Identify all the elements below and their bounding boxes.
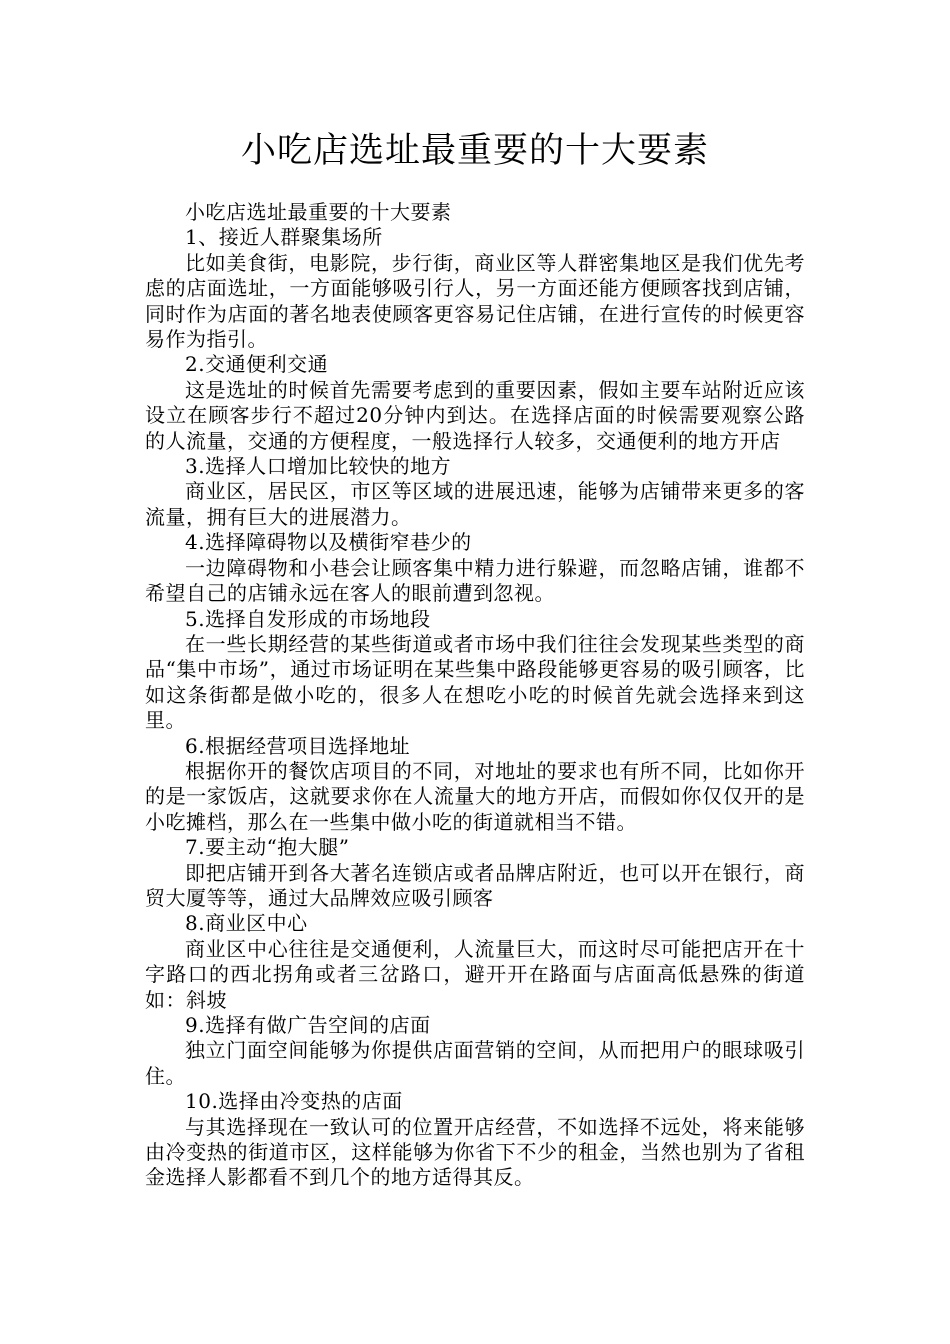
section-heading: 5.选择自发形成的市场地段	[185, 606, 431, 631]
section-body: 在一些长期经营的某些街道或者市场中我们往往会发现某些类型的商品“集中市场”，通过市场证明在某些集中路段能够更容易的吸引顾客，比如这条街都是做小吃的，很多人在想吃小吃的时候首先就会选择来到这里。	[145, 631, 805, 733]
section-body: 商业区中心往往是交通便利，人流量巨大，而这时尽可能把店开在十字路口的西北拐角或者三岔路口，避开开在路面与店面高低悬殊的街道如：斜坡	[145, 936, 805, 1012]
section-body: 商业区，居民区，市区等区域的进展迅速，能够为店铺带来更多的客流量，拥有巨大的进展潜力。	[145, 479, 805, 529]
section-heading: 2.交通便利交通	[185, 352, 329, 377]
document-title: 小吃店选址最重要的十大要素	[240, 131, 709, 171]
section-heading: 4.选择障碍物以及横街窄巷少的	[185, 530, 472, 555]
intro-line: 小吃店选址最重要的十大要素	[185, 200, 452, 224]
section-heading: 7.要主动“抱大腿”	[185, 835, 350, 860]
section-heading: 1、接近人群聚集场所	[185, 225, 383, 250]
section-body: 与其选择现在一致认可的位置开店经营，不如选择不远处，将来能够由冷变热的街道市区，这样能够为你省下不少的租金，当然也别为了省租金选择人影都看不到几个的地方适得其反。	[145, 1114, 805, 1190]
section-heading: 3.选择人口增加比较快的地方	[185, 454, 452, 479]
section-body: 即把店铺开到各大著名连锁店或者品牌店附近，也可以开在银行，商贸大厦等等，通过大品牌效应吸引顾客	[145, 860, 805, 910]
section-body: 一边障碍物和小巷会让顾客集中精力进行躲避，而忽略店铺，谁都不希望自己的店铺永远在客人的眼前遭到忽视。	[145, 555, 805, 606]
section-heading: 6.根据经营项目选择地址	[185, 733, 411, 758]
document-body	[145, 200, 805, 1191]
section-heading: 10.选择由冷变热的店面	[185, 1089, 403, 1114]
section-body: 根据你开的餐饮店项目的不同，对地址的要求也有所不同，比如你开的是一家饭店，这就要求你在人流量大的地方开店，而假如你仅仅开的是小吃摊档，那么在一些集中做小吃的街道就相当不错。	[145, 758, 805, 834]
section-body: 独立门面空间能够为你提供店面营销的空间，从而把用户的眼球吸引住。	[145, 1038, 805, 1088]
section-heading: 8.商业区中心	[185, 911, 308, 936]
section-heading: 9.选择有做广告空间的店面	[185, 1013, 431, 1037]
section-body: 比如美食街，电影院，步行街，商业区等人群密集地区是我们优先考虑的店面选址，一方面能够吸引行人，另一方面还能方便顾客找到店铺，同时作为店面的著名地表使顾客更容易记住店铺，在进行宣传的时候更容易作为指引。	[145, 250, 805, 352]
section-body: 这是选址的时候首先需要考虑到的重要因素，假如主要车站附近应该设立在顾客步行不超过20分钟内到达。在选择店面的时候需要观察公路的人流量，交通的方便程度，一般选择行人较多，交通便利的地方开店	[145, 377, 805, 453]
